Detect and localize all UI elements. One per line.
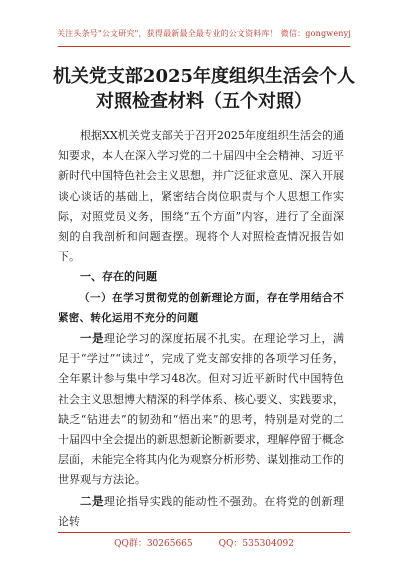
document-body [58, 126, 344, 532]
document-title: 机关党支部2025年度组织生活会个人对照检查材料（五个对照） [52, 66, 356, 112]
footer [58, 536, 350, 549]
header-note: 关注头条号"公文研究"，获得最新最全最专业的公文资料库！ 微信：gongwenyj [56, 29, 352, 38]
point-one-paragraph [58, 328, 344, 491]
point-one-lead: 一是 [80, 331, 104, 346]
point-two-paragraph [58, 491, 344, 532]
section-heading-problems: 一、存在的问题 [80, 270, 157, 284]
footer-qq-group: QQ群：30265665 [114, 539, 193, 549]
subsection-heading-theory: （一）在学习贯彻党的创新理论方面，存在学用结合不紧密、转化运用不充分的问题 [58, 291, 344, 324]
footer-divider [58, 532, 350, 533]
point-two-text: 理论指导实践的能动性不强劲。在将党的创新理论转 [58, 494, 345, 528]
point-two-lead: 二是 [80, 493, 104, 508]
point-one-text: 理论学习的深度拓展不扎实。在理论学习上，满足于“学过”“读过”，完成了党支部安排的各项学习任务，全年累计参与集中学习48次。但对习近平新时代中国特色社会主义思想博大精深的科学体系、核心要义、实践要求，缺乏“钻进去”的韧劲和“悟出来”的思考，特别是对党的二十届四中全会提出的新思想新论断新要求，理解停留于概念层面，未能完全将其内化为观察分析形势、谋划推动工作的世界观与方法论。 [58, 332, 345, 487]
intro-paragraph: 根据XX机关党支部关于召开2025年度组织生活会的通知要求，本人在深入学习党的二十届四中全会精神、习近平新时代中国特色社会主义思想，并广泛征求意见、深入开展谈心谈话的基础上，紧密结合岗位职责与个人思想工作实际，对照党员义务，围绕“五个方面”内容，进行了全面深刻的自我剖析和问题查摆。现将个人对照检查情况报告如下。 [58, 129, 344, 264]
footer-qq: QQ：535304092 [218, 539, 294, 549]
header-divider [58, 46, 350, 47]
